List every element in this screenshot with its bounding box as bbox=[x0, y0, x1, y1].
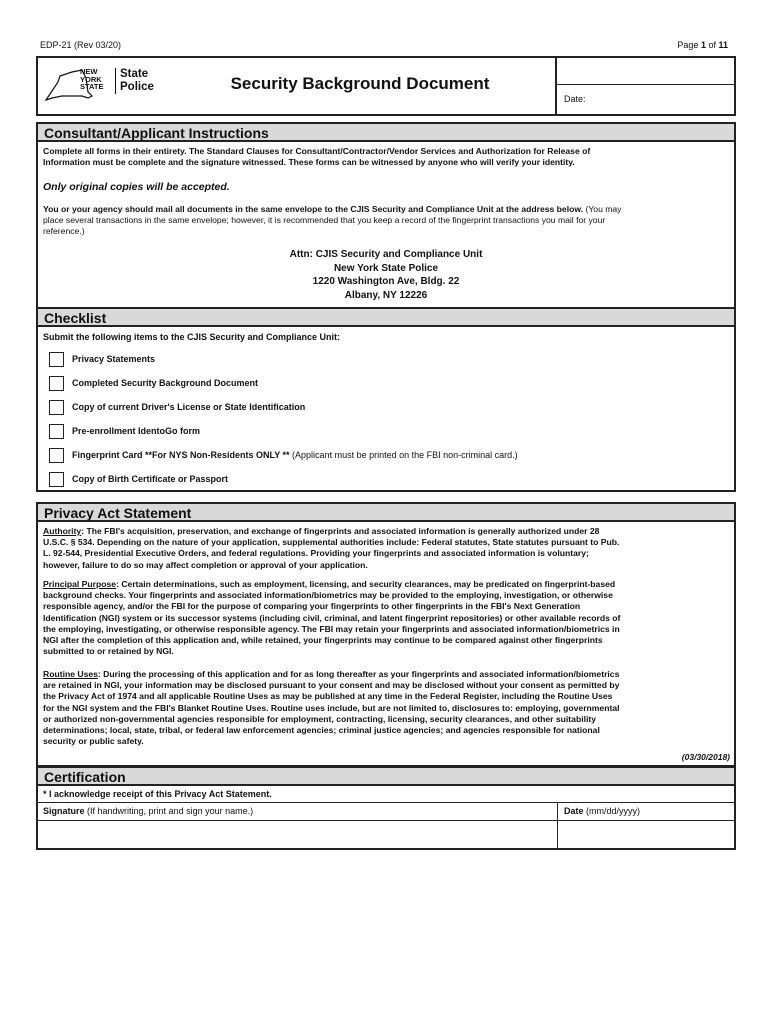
signature-label: Signature bbox=[43, 806, 85, 816]
purpose-line: responsible agency, and/or the FBI for the purpose of comparing your fingerprints to other fingerprints in the FBI's Next Generation bbox=[43, 601, 581, 612]
page-number: 1 bbox=[700, 40, 706, 50]
logo-agency-2: Police bbox=[120, 80, 154, 93]
authority-line: however, failure to do so may affect completion or approval of your application. bbox=[43, 559, 368, 570]
purpose-paragraph bbox=[43, 579, 733, 657]
address-line: New York State Police bbox=[333, 262, 439, 274]
routine-line: or authorized non-governmental agencies responsible for employment, contracting, licensing, security clearances, and other suitability bbox=[43, 713, 596, 724]
instructions-para-1 bbox=[43, 146, 733, 168]
checklist-item-label: Pre-enrollment IdentoGo form bbox=[72, 426, 201, 436]
signature-label-group bbox=[43, 806, 253, 816]
privacy-revision-date: (03/30/2018) bbox=[681, 752, 730, 762]
routine-line: security or public safety. bbox=[43, 736, 144, 747]
page-prefix: Page bbox=[677, 40, 701, 50]
checklist-item-label: Fingerprint Card **For NYS Non-Residents ONLY ** bbox=[72, 450, 290, 460]
instr-p1-line-2: Information must be complete and the signature witnessed. These forms can be witnessed by anyone who will verify your identity. bbox=[43, 157, 575, 168]
authority-label: Authority bbox=[43, 526, 82, 536]
logo-agency-1: State bbox=[120, 68, 149, 80]
checkbox-drivers-license[interactable] bbox=[49, 400, 64, 415]
routine-line: : During the processing of this application and for as long thereafter as your fingerprints and associated information/biometrics bbox=[97, 669, 620, 679]
routine-uses-label: Routine Uses bbox=[43, 669, 98, 679]
instr-p2-line-3: reference.) bbox=[43, 226, 85, 237]
page-total: 11 bbox=[718, 40, 728, 50]
authority-line: : The FBI's acquisition, preservation, and exchange of fingerprints and associated information is generally authorized under 28 bbox=[81, 526, 600, 536]
checklist-item-label: Copy of Birth Certificate or Passport bbox=[72, 474, 229, 484]
privacy-heading: Privacy Act Statement bbox=[36, 502, 736, 522]
cert-date-label: Date bbox=[564, 806, 584, 816]
form-id: EDP-21 (Rev 03/20) bbox=[40, 40, 122, 50]
checkbox-identogo-form[interactable] bbox=[49, 424, 64, 439]
purpose-line: submitted to or retained by NGI. bbox=[43, 646, 174, 657]
cert-date-hint: (mm/dd/yyyy) bbox=[583, 806, 641, 816]
checklist-item-label: Privacy Statements bbox=[72, 354, 156, 364]
instructions-heading: Consultant/Applicant Instructions bbox=[36, 122, 736, 142]
date-divider bbox=[557, 84, 734, 85]
address-line: 1220 Washington Ave, Bldg. 22 bbox=[312, 276, 460, 287]
routine-line: for the NGI system and the FBI's Blanket Routine Uses. Routine uses include, but are not limited to, disclosures to: employing, governmental bbox=[43, 702, 620, 713]
signature-field[interactable] bbox=[38, 821, 556, 848]
mailing-address bbox=[36, 248, 736, 302]
cert-divider bbox=[38, 802, 734, 803]
acknowledgement-text: * I acknowledge receipt of this Privacy Act Statement. bbox=[43, 789, 272, 799]
logo-line-2: YORK bbox=[80, 74, 102, 84]
purpose-line: : Certain determinations, such as employment, licensing, and security clearances, may be predicated on fingerprint-based bbox=[116, 579, 616, 589]
date-label: Date: bbox=[564, 94, 586, 104]
instr-p2-rest: (You may bbox=[583, 204, 622, 214]
certification-heading: Certification bbox=[36, 766, 736, 786]
cert-date-field[interactable] bbox=[558, 821, 734, 848]
routine-line: the Privacy Act of 1974 and all applicable Routine Uses as may be published at any time in the Federal Register, including the Routine Uses bbox=[43, 691, 613, 702]
page-indicator bbox=[677, 40, 728, 50]
date-label-group bbox=[564, 806, 640, 816]
signature-hint: (If handwriting, print and sign your name.) bbox=[84, 806, 254, 816]
page-of: of bbox=[705, 40, 719, 50]
instr-p2-line-2: place several transactions in the same envelope; however, it is recommended that you keep a record of the fingerprint transactions you mail for your bbox=[43, 215, 606, 226]
checkbox-birth-certificate[interactable] bbox=[49, 472, 64, 487]
originals-note: Only original copies will be accepted. bbox=[43, 181, 230, 193]
checklist-item-note: (Applicant must be printed on the FBI non-criminal card.) bbox=[289, 450, 518, 460]
date-box[interactable] bbox=[555, 56, 736, 116]
checkbox-privacy-statements[interactable] bbox=[49, 352, 64, 367]
routine-uses-paragraph bbox=[43, 669, 733, 747]
instr-p1-line-1: Complete all forms in their entirety. The Standard Clauses for Consultant/Contractor/Vendor Services and Authorization for Release of bbox=[43, 146, 591, 156]
logo-line-1: NEW bbox=[80, 67, 98, 76]
routine-line: determinations; local, state, tribal, or federal law enforcement agencies; criminal justice agencies; and agencies responsible for national bbox=[43, 725, 600, 736]
purpose-label: Principal Purpose bbox=[43, 579, 117, 589]
logo-line-3: STATE bbox=[80, 82, 104, 91]
checklist-heading: Checklist bbox=[36, 307, 736, 327]
checkbox-fingerprint-card[interactable] bbox=[49, 448, 64, 463]
checklist-intro: Submit the following items to the CJIS Security and Compliance Unit: bbox=[43, 332, 341, 342]
purpose-line: Identification (NGI) system or its successor systems (including civil, criminal, and latent fingerprint repositories) or other available records of bbox=[43, 612, 621, 623]
purpose-line: background checks. Your fingerprints and associated information/biometrics may be provided to the employing, investigation, or otherwise bbox=[43, 590, 613, 601]
address-line: Attn: CJIS Security and Compliance Unit bbox=[289, 249, 483, 260]
instructions-para-2 bbox=[43, 204, 733, 238]
checklist-item-label: Copy of current Driver's License or State Identification bbox=[72, 402, 306, 412]
nys-police-logo bbox=[42, 66, 162, 106]
checklist-item-fingerprint bbox=[72, 450, 518, 460]
address-line: Albany, NY 12226 bbox=[344, 289, 428, 301]
checkbox-security-background[interactable] bbox=[49, 376, 64, 391]
instr-p2-bold: You or your agency should mail all documents in the same envelope to the CJIS Security and Compliance Unit at the address below. bbox=[43, 204, 584, 214]
authority-paragraph bbox=[43, 526, 733, 571]
purpose-line: NGI after the completion of this application and, while retained, your fingerprints may continue to be compared against other fingerprints bbox=[43, 635, 603, 646]
authority-line: L. 92-544, Presidential Executive Orders, and federal regulations. Providing your fingerprints and associated information is voluntary; bbox=[43, 548, 589, 559]
page-title: Security Background Document bbox=[230, 74, 490, 93]
purpose-line: the employing, investigating, or otherwise responsible agency. The FBI may retain your fingerprints and associated information/biometrics in bbox=[43, 623, 620, 634]
checklist-item-label: Completed Security Background Document bbox=[72, 378, 259, 388]
logo-divider bbox=[115, 68, 116, 94]
routine-line: are retained in NGI, your information may be disclosed pursuant to your consent and may be disclosed without your consent as permitted by bbox=[43, 680, 620, 691]
authority-line: U.S.C. § 534. Depending on the nature of your application, supplemental authorities include: Federal statutes, State statutes pursuant to Pub. bbox=[43, 537, 620, 548]
